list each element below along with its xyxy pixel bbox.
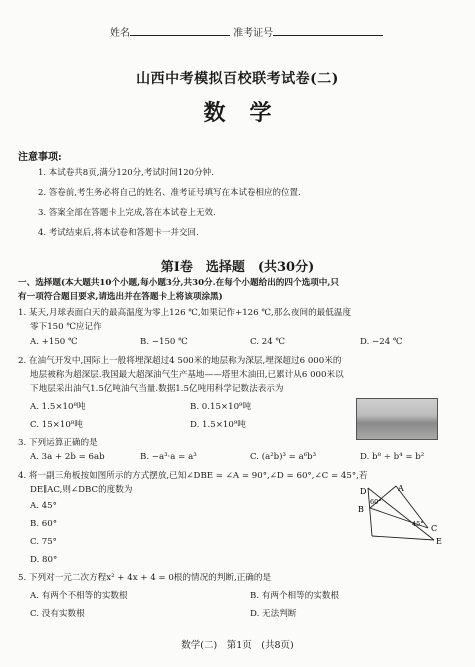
question-3-stem: 3. 下列运算正确的是 bbox=[18, 438, 98, 448]
question-4-option: D. 80° bbox=[30, 555, 58, 565]
question-1-stem: 零下150 ℃应记作 bbox=[30, 322, 102, 332]
notice-heading: 注意事项: bbox=[18, 152, 62, 163]
question-5-option: B. 有两个相等的实数根 bbox=[250, 591, 340, 601]
question-2-option: B. 0.15×10⁹吨 bbox=[190, 402, 252, 412]
angle-c-label: 45° bbox=[412, 520, 424, 528]
question-1-option: A. +150 ℃ bbox=[30, 337, 78, 347]
question-4-option: C. 75° bbox=[30, 537, 57, 547]
question-3-option: B. −a³·a = a³ bbox=[140, 452, 197, 462]
exam-no-label: 准考证号 bbox=[233, 28, 274, 39]
question-1-option: B. −150 ℃ bbox=[140, 337, 188, 347]
question-1-option: D. −24 ℃ bbox=[360, 337, 403, 347]
label-e: E bbox=[436, 537, 442, 544]
triangle-figure bbox=[356, 484, 451, 544]
question-1-option: C. 24 ℃ bbox=[250, 337, 286, 347]
question-2-stem: 地层被称为超深层.我国最大超深油气生产基地——塔里木油田,已累计从6 000米以 bbox=[30, 370, 344, 380]
notice-item: 2. 答卷前,考生务必将自己的姓名、准考证号填写在本试卷相应的位置. bbox=[38, 188, 301, 198]
notice-item: 3. 答案全部在答题卡上完成,答在本试卷上无效. bbox=[38, 208, 216, 218]
notice-item: 4. 考试结束后,将本试卷和答题卡一并交回. bbox=[38, 228, 199, 238]
angle-d-label: 60° bbox=[370, 498, 382, 506]
question-3-option: A. 3a + 2b = 6ab bbox=[30, 452, 105, 462]
question-3-option: C. (a²b)³ = a⁶b³ bbox=[250, 452, 317, 462]
question-2-stem: 2. 在油气开发中,国际上一般将埋深超过4 500米的地层称为深层,埋深超过6 000米的 bbox=[18, 356, 342, 366]
question-2-option: A. 1.5×10⁸吨 bbox=[30, 402, 86, 412]
label-d: D bbox=[360, 487, 367, 496]
name-label: 姓名 bbox=[110, 28, 130, 39]
candidate-info-line bbox=[110, 24, 383, 39]
question-1-stem: 1. 某天,月球表面白天的最高温度为零上126 ℃,如果记作+126 ℃,那么夜间的最低温度 bbox=[18, 308, 352, 318]
notice-item: 1. 本试卷共8页,满分120分,考试时间120分钟. bbox=[38, 168, 214, 178]
part-intro: 有一项符合题目要求,请选出并在答题卡上将该项涂黑) bbox=[18, 292, 223, 302]
name-blank bbox=[130, 26, 230, 36]
question-2-stem: 下地层采出油气1.5亿吨油气当量.数据1.5亿吨用科学记数法表示为 bbox=[30, 384, 284, 394]
subject-title: 数学 bbox=[203, 100, 296, 126]
question-5-option: D. 无法判断 bbox=[250, 609, 297, 619]
question-5-stem: 5. 下列对一元二次方程x² + 4x + 4 = 0根的情况的判断,正确的是 bbox=[18, 573, 272, 583]
question-4-stem: 4. 将一副三角板按如图所示的方式摆放,已知∠DBE = ∠A = 90°,∠D = 60°,∠C = 45°,若 bbox=[18, 471, 368, 481]
question-4-stem: DE∥AC,则∠DBC的度数为 bbox=[30, 485, 133, 495]
part-intro: 一、选择题(本大题共10个小题,每小题3分,共30分.在每个小题给出的四个选项中,只 bbox=[18, 278, 339, 288]
label-b: B bbox=[358, 505, 364, 514]
label-c: C bbox=[431, 524, 438, 533]
exam-title: 山西中考模拟百校联考试卷(二) bbox=[136, 71, 339, 87]
label-a: A bbox=[398, 484, 404, 493]
question-2-option: D. 1.5×10⁹吨 bbox=[190, 420, 246, 430]
oilfield-photo bbox=[356, 398, 438, 440]
exam-no-blank bbox=[273, 26, 383, 36]
question-4-option: B. 60° bbox=[30, 519, 58, 529]
page-footer: 数学(二) 第1页 (共8页) bbox=[181, 640, 294, 651]
section-title: 第Ⅰ卷 选择题 (共30分) bbox=[160, 260, 315, 275]
question-5-option: A. 有两个不相等的实数根 bbox=[30, 591, 128, 601]
question-4-option: A. 45° bbox=[30, 501, 57, 511]
question-3-option: D. b⁸ ÷ b⁴ = b² bbox=[360, 452, 425, 462]
question-5-option: C. 没有实数根 bbox=[30, 609, 85, 619]
question-2-option: C. 15×10⁸吨 bbox=[30, 420, 83, 430]
